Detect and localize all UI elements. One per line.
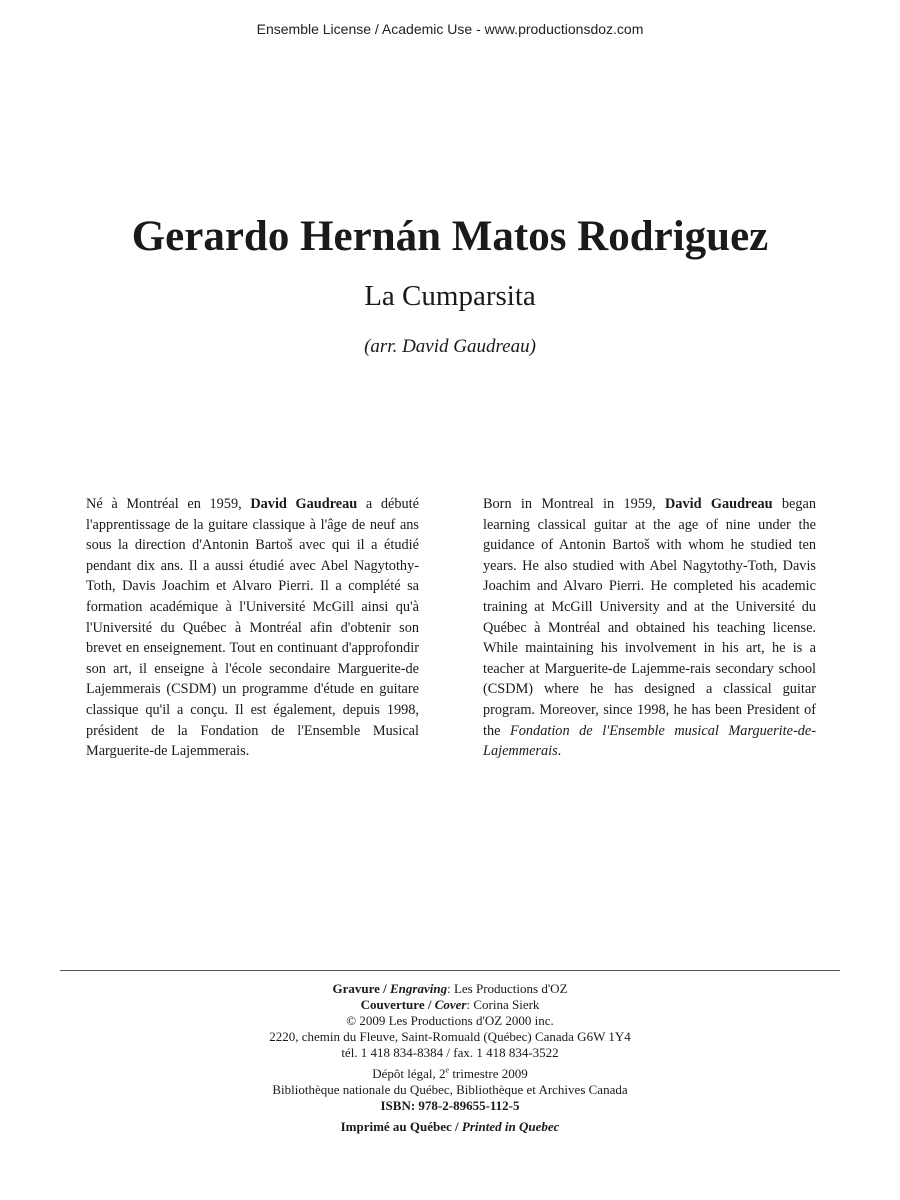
printed-sep: / [451,1119,462,1134]
legal-deposit-line [0,1066,900,1082]
composer-name: Gerardo Hernán Matos Rodriguez [131,213,769,260]
engraving-value: : Les Productions d'OZ [447,981,568,996]
legal-deposit-post: trimestre 2009 [449,1066,528,1081]
arranger-credit: (arr. David Gaudreau) [364,336,536,357]
printed-en: Printed in Quebec [461,1119,560,1134]
engraving-label-fr: Gravure / [332,981,391,996]
legal-deposit-pre: Dépôt légal, 2 [372,1066,446,1081]
printed-line [0,1119,900,1135]
copyright-line: © 2009 Les Productions d'OZ 2000 inc. [346,1013,554,1028]
bio-en-body: began learning classical guitar at the age of nine under the guidance of Antonin Bartoš with whom he studied ten years. He also studied with Abel Nagytothy-Toth, Davis Joachim and Alvaro Pierri. He completed his academic training at McGill University and at the Université du Québec à Montréal and obtained his teaching license. While maintaining his involvement in his art, he is a teacher at Marguerite-de Lajemme-rais secondary school (CSDM) where he has designed a classical guitar program. Moreover, since 1998, he has been President of the [483,496,816,739]
biography-english [483,494,816,762]
phone-line: tél. 1 418 834-8384 / fax. 1 418 834-3522 [341,1045,559,1060]
isbn-line [0,1098,900,1114]
printed-fr: Imprimé au Québec [340,1119,452,1134]
colophon-divider [60,970,840,971]
cover-label-fr: Couverture / [360,997,435,1012]
license-header: Ensemble License / Academic Use - www.productionsdoz.com [256,21,644,37]
cover-value: : Corina Sierk [466,997,540,1012]
bio-fr-name: David Gaudreau [250,496,358,512]
address-line: 2220, chemin du Fleuve, Saint-Romuald (Québec) Canada G6W 1Y4 [269,1029,631,1044]
bio-en-end: . [557,743,562,760]
cover-credit [0,997,900,1013]
engraving-credit [0,981,900,997]
bio-fr-intro: Né à Montréal en 1959, [86,496,251,512]
legal-deposit-sup: e [445,1065,450,1075]
biography-french [86,494,419,762]
colophon [0,981,900,1135]
bio-en-intro: Born in Montreal in 1959, [483,496,665,512]
bio-en-name: David Gaudreau [664,496,773,512]
bio-fr-body: a débuté l'apprentissage de la guitare classique à l'âge de neuf ans sous la direction d'Antonin Bartoš avec qui il a étudié pendant dix ans. Il a aussi étudié avec Abel Nagytothy-Toth, Davis Joachim et Alvaro Pierri. Il a complété sa formation académique à l'Université McGill ainsi qu'à l'Université du Québec à Montréal afin d'obtenir son brevet en enseignement. Tout en continuant d'approfondir son art, il enseigne à l'école secondaire Marguerite-de Lajemmerais (CSDM) un programme d'étude en guitare classique qu'il a conçu. Il est également, depuis 1998, président de la Fondation de l'Ensemble Musical Marguerite-de Lajemmerais. [86,496,419,760]
bio-en-foundation: Fondation de l'Ensemble musical Marguerite-de-Lajemmerais [483,722,816,760]
cover-label-en: Cover [434,997,467,1012]
isbn-value: ISBN: 978-2-89655-112-5 [380,1098,520,1113]
engraving-label-en: Engraving [390,981,448,996]
library-line: Bibliothèque nationale du Québec, Bibliothèque et Archives Canada [272,1082,628,1097]
work-title: La Cumparsita [364,280,536,312]
